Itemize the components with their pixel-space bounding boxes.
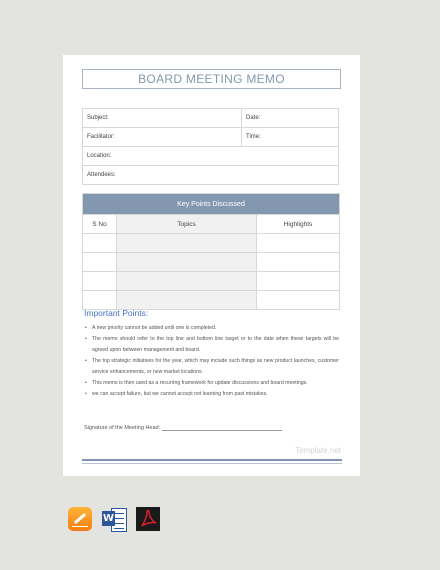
table-row [83, 253, 340, 272]
file-format-icons [68, 507, 160, 531]
important-points-list [84, 323, 339, 400]
table-row [83, 291, 340, 310]
location-field[interactable]: Location: [83, 147, 339, 166]
time-field[interactable]: Time: [242, 128, 339, 147]
word-icon[interactable]: W [102, 507, 126, 531]
pages-icon[interactable] [68, 507, 92, 531]
signature-label: Signature of the Meeting Head: [84, 425, 161, 431]
memo-title: BOARD MEETING MEMO [82, 69, 341, 89]
column-header-sno: S No [83, 215, 117, 234]
topic-cell[interactable] [117, 234, 257, 253]
highlight-cell[interactable] [257, 272, 340, 291]
topic-cell[interactable] [117, 253, 257, 272]
date-field[interactable]: Date: [242, 109, 339, 128]
sno-cell[interactable] [83, 234, 117, 253]
highlight-cell[interactable] [257, 291, 340, 310]
facilitator-field[interactable]: Facilitator: [83, 128, 242, 147]
attendees-field[interactable]: Attendees: [83, 166, 339, 185]
pdf-icon[interactable] [136, 507, 160, 531]
memo-info-table [82, 108, 339, 185]
list-item: • we can accept failure, but we cannot accept not learning from past mistakes. [84, 389, 339, 400]
list-item: • A new priority cannot be added until one is completed. [84, 323, 339, 334]
subject-field[interactable]: Subject: [83, 109, 242, 128]
watermark: Template.net [295, 446, 341, 455]
topic-cell[interactable] [117, 272, 257, 291]
memo-document [63, 55, 360, 476]
list-item: • The top strategic initiatives for the year, which may include such things as new product launches, customer service enhancements, or new market locations. [84, 356, 339, 378]
signature-row [84, 424, 282, 431]
sno-cell[interactable] [83, 291, 117, 310]
sno-cell[interactable] [83, 253, 117, 272]
column-header-topics: Topics [117, 215, 257, 234]
signature-line[interactable] [162, 424, 282, 431]
highlight-cell[interactable] [257, 253, 340, 272]
table-row [83, 234, 340, 253]
list-item: • This memo is then used as a recurring framework for update discussions and board meetings. [84, 378, 339, 389]
sno-cell[interactable] [83, 272, 117, 291]
column-header-highlights: Highlights [257, 215, 340, 234]
key-points-table [82, 193, 340, 310]
highlight-cell[interactable] [257, 234, 340, 253]
key-points-title: Key Points Discussed [83, 194, 340, 215]
topic-cell[interactable] [117, 291, 257, 310]
table-row [83, 272, 340, 291]
footer-divider [82, 459, 342, 461]
footer-divider-thin [82, 463, 342, 464]
list-item: • The memo should refer to the top line and bottom line target or to the date when these targets will be agreed upon between management and board. [84, 334, 339, 356]
important-points-title: Important Points: [84, 308, 149, 318]
